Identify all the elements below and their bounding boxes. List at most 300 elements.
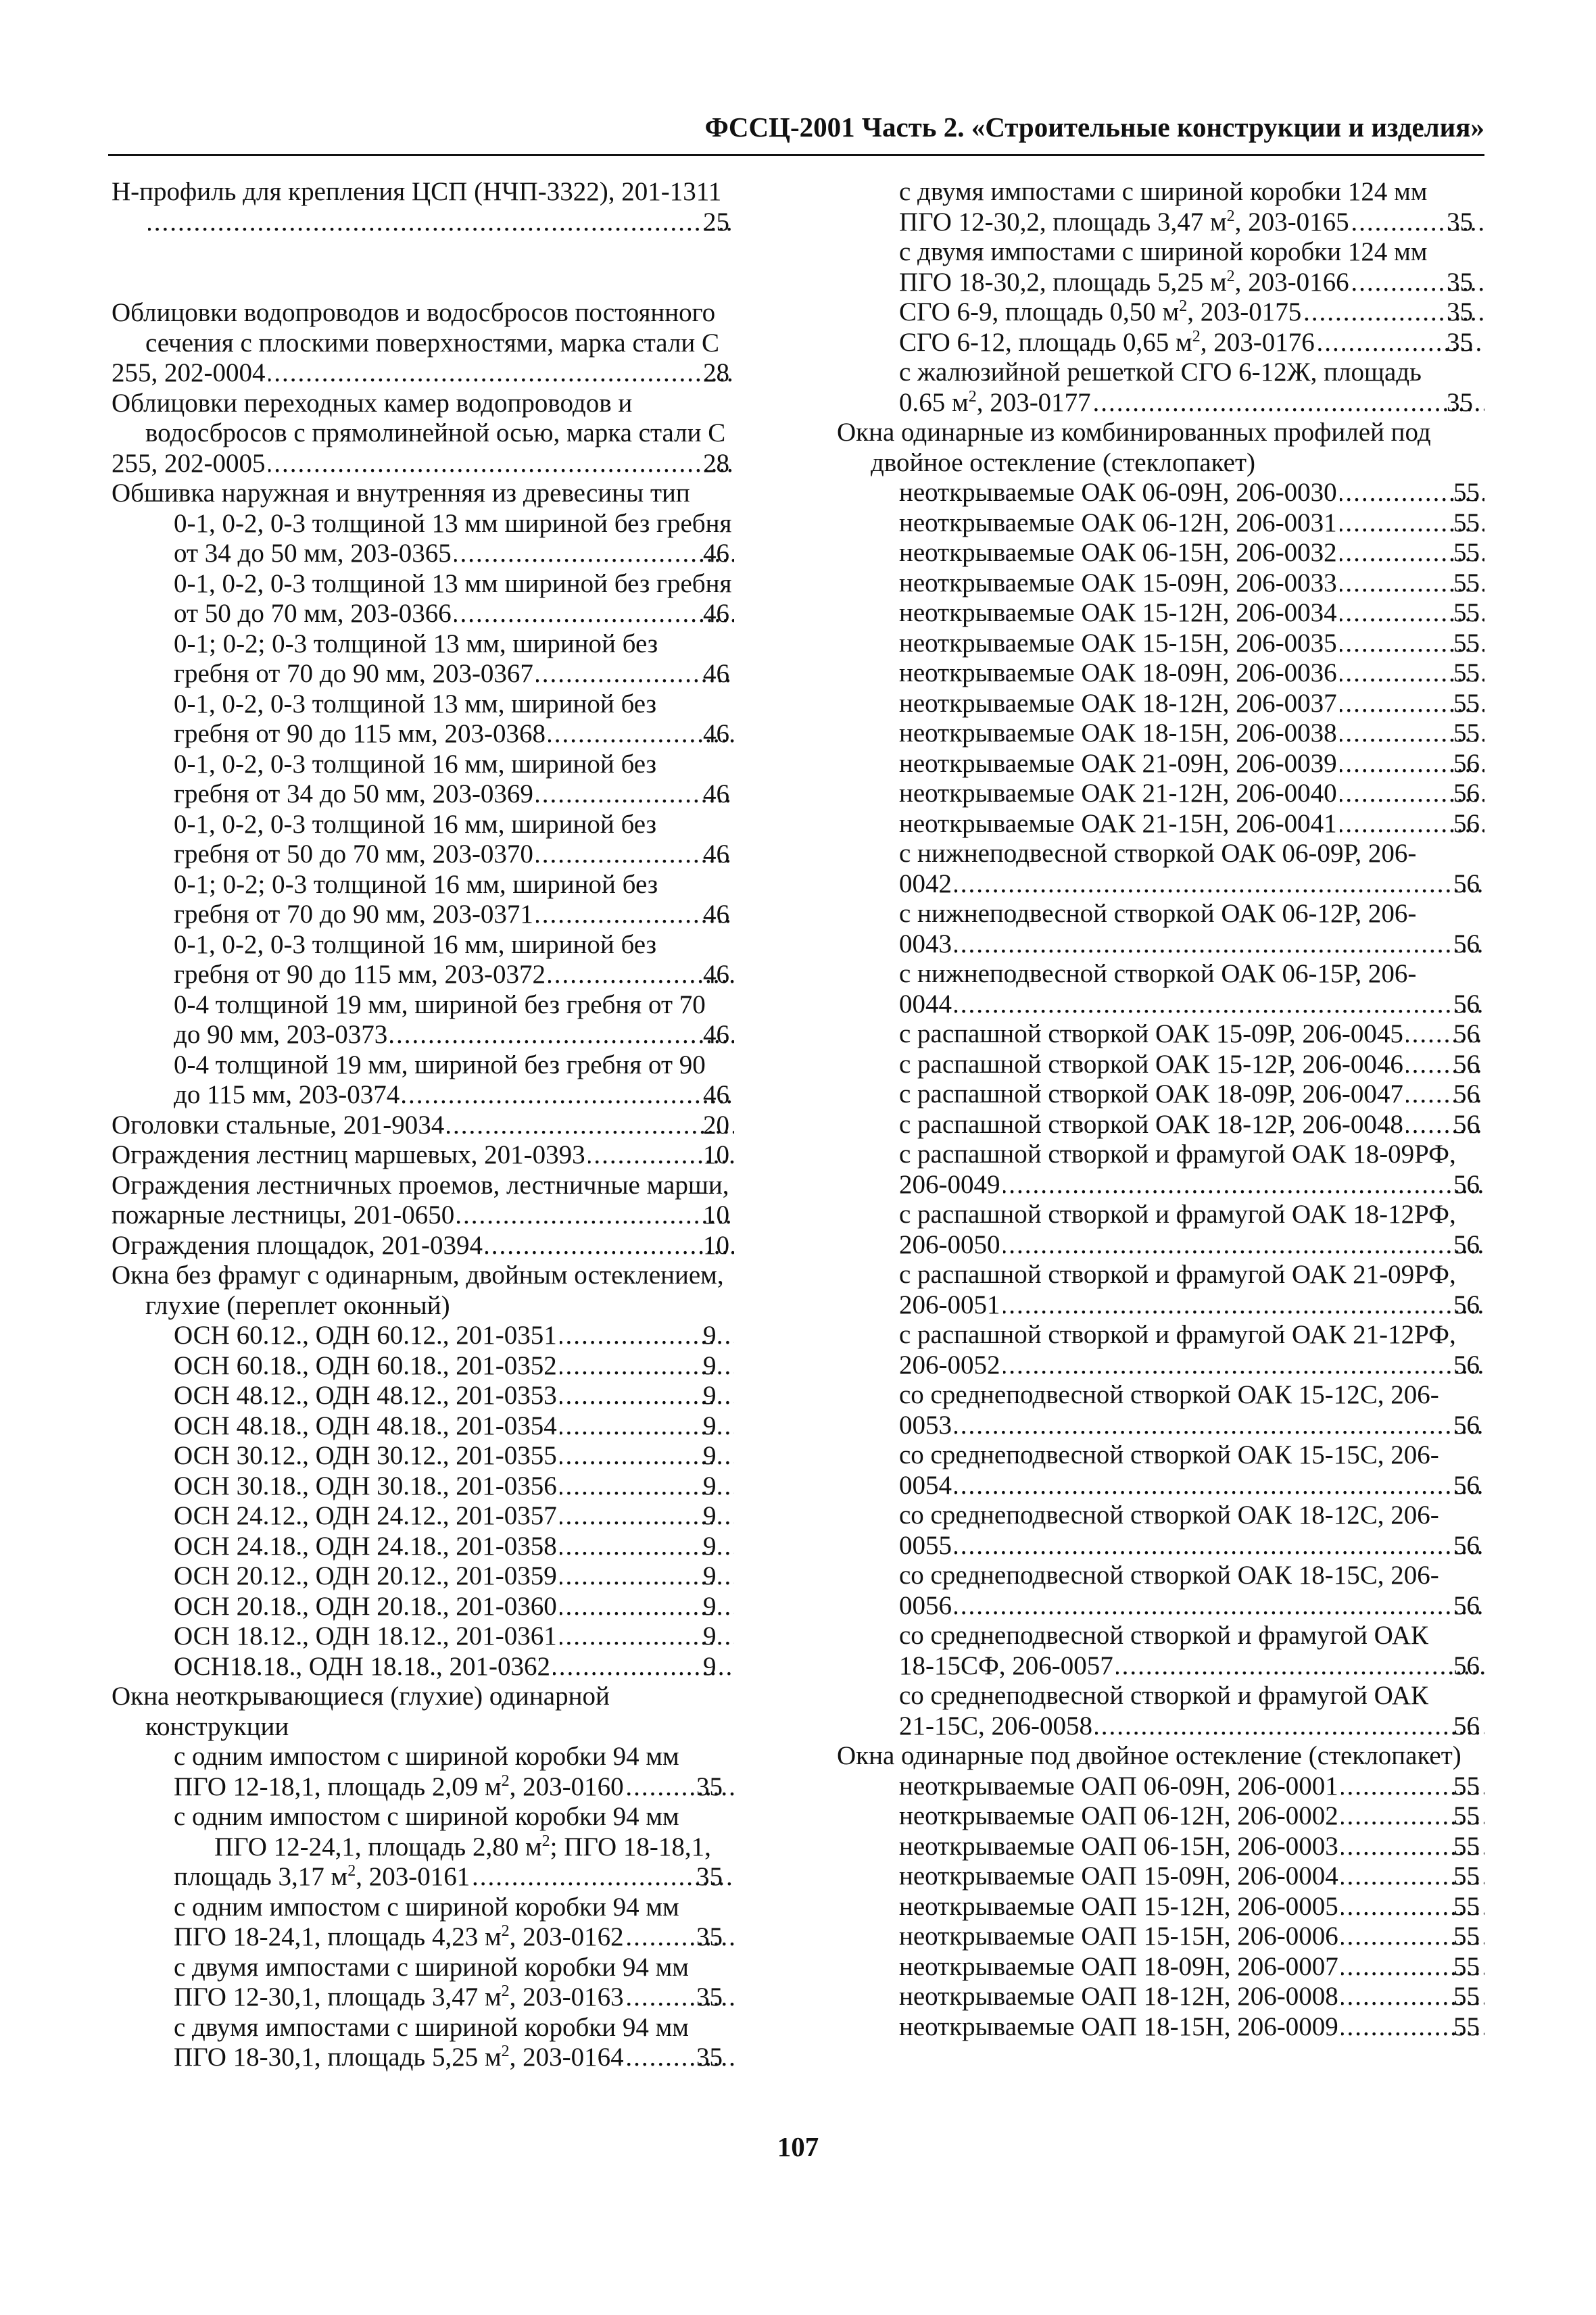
entry-text: [899, 718, 1487, 749]
entry-text: [174, 810, 737, 870]
entry-text: [174, 1381, 737, 1411]
entry-text: [174, 1501, 737, 1532]
entry-last-line: ОСН 18.12., ОДН 18.12., 201-0361 ..... 9: [208, 1622, 737, 1652]
index-entry: [112, 1682, 737, 1742]
entry-last-line: 18-15СФ, 206-0057 ..... 56: [933, 1651, 1487, 1682]
entry-tail-text: ОСН 24.12., ОДН 24.12., 201-0357: [174, 1501, 557, 1530]
entry-heading-text: со среднеподвесной створкой ОАК 15-15С, 206-: [899, 1440, 1439, 1469]
index-entry: [837, 1801, 1487, 1832]
index-entry: [837, 1501, 1487, 1561]
index-entry: [837, 237, 1487, 297]
index-entry: [112, 298, 737, 389]
entry-text: [112, 1171, 737, 1231]
index-entry: [112, 1622, 737, 1652]
entry-last-line: до 90 мм, 203-0373 ..... 46: [208, 1020, 737, 1050]
index-entry: [112, 1231, 737, 1261]
entry-heading-text: Н-профиль для крепления ЦСП (НЧП-3322), 201-1311: [112, 177, 722, 206]
index-entry: [837, 959, 1487, 1019]
entry-heading-text: с нижнеподвесной створкой ОАК 06-09Р, 206-: [899, 839, 1417, 868]
entry-text: [174, 1471, 737, 1502]
entry-text: [899, 1320, 1487, 1380]
entry-text: [174, 629, 737, 689]
index-column-right: [837, 177, 1487, 2042]
index-entry: [837, 779, 1487, 809]
entry-last-line: неоткрываемые ОАК 18-09Н, 206-0036 ..... 55: [933, 658, 1487, 689]
entry-last-line: пожарные лестницы, 201-0650 ..... 10: [145, 1200, 737, 1231]
entry-last-line: неоткрываемые ОАК 21-12Н, 206-0040 ..... 56: [933, 779, 1487, 809]
index-entry: [837, 809, 1487, 839]
entry-text: [112, 298, 737, 389]
entry-heading-text: с распашной створкой и фрамугой ОАК 21-12РФ,: [899, 1320, 1456, 1349]
entry-tail-text: неоткрываемые ОАП 18-09Н, 206-0007: [899, 1951, 1338, 1981]
entry-tail-text: ОСН18.18., ОДН 18.18., 201-0362: [174, 1651, 551, 1681]
entry-heading-text: 0-1, 0-2, 0-3 толщиной 13 мм шириной без гребня: [174, 508, 732, 538]
entry-text: [112, 479, 737, 509]
dot-leader: [1003, 1170, 1485, 1200]
entry-tail-text: неоткрываемые ОАК 06-12Н, 206-0031: [899, 508, 1337, 537]
entry-tail-text: 18-15СФ, 206-0057: [899, 1651, 1113, 1680]
entry-last-line: 21-15С, 206-0058 ..... 56: [933, 1711, 1487, 1742]
entry-tail-text: СГО 6-12, площадь 0,65 $м^2$, 203-0176: [899, 327, 1315, 357]
entry-heading-text: с распашной створкой и фрамугой ОАК 18-12РФ,: [899, 1200, 1456, 1229]
entry-last-line: до 115 мм, 203-0374 ..... 46: [208, 1080, 737, 1111]
entry-tail-text: ОСН 24.18., ОДН 24.18., 201-0358: [174, 1531, 557, 1561]
entry-last-line: ОСН 60.12., ОДН 60.12., 201-0351 ..... 9: [208, 1321, 737, 1351]
entry-tail-text: ОСН 60.18., ОДН 60.18., 201-0352: [174, 1350, 557, 1380]
entry-text: [174, 870, 737, 930]
entry-heading-text: с одним импостом с шириной коробки 94 мм: [174, 1742, 679, 1771]
entry-last-line: ПГО 18-30,1, площадь 5,25 $м^2$, 203-0164 ..... 35: [214, 2043, 737, 2073]
entry-tail-text: с распашной створкой ОАК 15-09Р, 206-0045: [899, 1019, 1403, 1048]
entry-text: [899, 779, 1487, 809]
entry-tail-text: 0043: [899, 929, 952, 958]
index-entry: [112, 1953, 737, 2013]
entry-text: [899, 1019, 1487, 1050]
entry-last-line: ПГО 12-18,1, площадь 2,09 $м^2$, 203-0160 ..... 35: [214, 1772, 737, 1803]
entry-last-line: 206-0050 ..... 56: [933, 1230, 1487, 1261]
dot-leader: [954, 929, 1484, 960]
entry-tail-text: гребня от 50 до 70 мм, 203-0370: [174, 839, 533, 869]
entry-text: [174, 1532, 737, 1562]
dot-leader: [954, 990, 1484, 1020]
entry-text: [899, 809, 1487, 839]
dot-leader: [954, 1591, 1484, 1622]
index-entry: [837, 1741, 1487, 1772]
entry-heading-text: с двумя импостами с шириной коробки 94 мм: [174, 2012, 689, 2042]
dot-leader: [268, 449, 735, 479]
entry-text: [899, 297, 1487, 328]
entry-heading-text: со среднеподвесной створкой и фрамугой ОАК: [899, 1681, 1429, 1710]
index-entry: [112, 2013, 737, 2073]
entry-tail-text: неоткрываемые ОАК 21-15Н, 206-0041: [899, 808, 1337, 838]
index-entry: [837, 1260, 1487, 1320]
entry-last-line: неоткрываемые ОАК 15-15Н, 206-0035 ..... 55: [933, 629, 1487, 659]
entry-text: [837, 418, 1487, 478]
entry-text: [899, 328, 1487, 358]
entry-tail-text: ОСН 48.12., ОДН 48.12., 201-0353: [174, 1381, 557, 1410]
index-entry: [112, 1321, 737, 1351]
entry-text: [899, 839, 1487, 899]
dot-leader: [457, 1200, 734, 1231]
dot-leader: [1095, 1711, 1484, 1742]
entry-last-line: неоткрываемые ОАП 18-15Н, 206-0009 ..... 55: [933, 2012, 1487, 2043]
entry-text: [899, 658, 1487, 689]
entry-tail-text: ОСН 30.18., ОДН 30.18., 201-0356: [174, 1471, 557, 1501]
entry-heading-text: 0-1, 0-2, 0-3 толщиной 16 мм, шириной без: [174, 929, 656, 959]
entry-text: [899, 508, 1487, 539]
index-entry: [112, 810, 737, 870]
entry-heading-text: Обшивка наружная и внутренняя из древесины тип: [112, 479, 690, 508]
entry-text: [899, 177, 1487, 237]
entry-text: [899, 1982, 1487, 2012]
entry-tail-text: от 50 до 70 мм, 203-0366: [174, 599, 452, 628]
index-entry: [112, 509, 737, 569]
entry-tail-text: ОСН 60.12., ОДН 60.12., 201-0351: [174, 1321, 557, 1350]
entry-text: [112, 1682, 737, 1742]
entry-heading-text: Окна одинарные под двойное остекление (стеклопакет): [837, 1741, 1461, 1770]
dot-leader: [402, 1080, 734, 1111]
entry-tail-text: 0053: [899, 1410, 952, 1440]
entry-text: [899, 1380, 1487, 1440]
entry-tail-text: Ограждения площадок, 201-0394: [112, 1230, 483, 1260]
entry-heading-text: с распашной створкой и фрамугой ОАК 18-09РФ,: [899, 1140, 1456, 1169]
entry-tail-text: неоткрываемые ОАП 06-15Н, 206-0003: [899, 1831, 1338, 1861]
entry-text: [112, 177, 737, 237]
entry-text: [174, 1652, 737, 1682]
entry-text: [899, 899, 1487, 959]
entry-tail-text: пожарные лестницы, 201-0650: [112, 1200, 455, 1229]
index-entry: [837, 1832, 1487, 1862]
entry-text: [837, 1741, 1487, 1772]
index-entry: [837, 839, 1487, 899]
index-entry: [837, 358, 1487, 418]
index-entry: [112, 990, 737, 1050]
entry-last-line: неоткрываемые ОАП 06-12Н, 206-0002 ..... 55: [933, 1801, 1487, 1832]
index-entry: [837, 328, 1487, 358]
dot-leader: [148, 208, 734, 238]
entry-tail-text: гребня от 90 до 115 мм, 203-0368: [174, 719, 546, 748]
entry-last-line: неоткрываемые ОАП 15-15Н, 206-0006 ..... 55: [933, 1922, 1487, 1952]
index-entry: [112, 629, 737, 689]
entry-last-line: ОСН 30.12., ОДН 30.12., 201-0355 ..... 9: [208, 1441, 737, 1471]
entry-tail-text: неоткрываемые ОАК 15-15Н, 206-0035: [899, 628, 1337, 658]
entry-last-line: ПГО 18-30,2, площадь 5,25 $м^2$, 203-0166 ..... 35: [940, 268, 1487, 298]
entry-heading-text: с жалюзийной решеткой СГО 6-12Ж, площадь: [899, 358, 1422, 387]
entry-last-line: неоткрываемые ОАК 18-12Н, 206-0037 ..... 55: [933, 689, 1487, 719]
index-entry: [112, 1261, 737, 1321]
index-entry: [112, 750, 737, 810]
index-entry: [837, 658, 1487, 689]
entry-heading-text: с двумя импостами с шириной коробки 94 мм: [174, 1952, 689, 1982]
index-entry: [112, 1111, 737, 1141]
entry-last-line: неоткрываемые ОАП 06-09Н, 206-0001 ..... 55: [933, 1772, 1487, 1802]
entry-text: [174, 2013, 737, 2073]
entry-text: [899, 1561, 1487, 1621]
entry-text: [899, 358, 1487, 418]
entry-heading-text: с одним импостом с шириной коробки 94 мм: [174, 1892, 679, 1922]
entry-last-line: неоткрываемые ОАК 06-12Н, 206-0031 ..... 55: [933, 508, 1487, 539]
entry-tail-text: неоткрываемые ОАП 18-15Н, 206-0009: [899, 2012, 1338, 2041]
dot-leader: [485, 1231, 734, 1261]
entry-tail-text: неоткрываемые ОАК 18-15Н, 206-0038: [899, 718, 1337, 748]
index-entry: [112, 1140, 737, 1171]
dot-leader: [954, 1471, 1484, 1501]
entry-tail-text: до 115 мм, 203-0374: [174, 1080, 400, 1109]
entry-last-line: гребня от 90 до 115 мм, 203-0372 ..... 46: [208, 960, 737, 990]
index-entry: [112, 1381, 737, 1411]
index-entry: [112, 1532, 737, 1562]
entry-text: [899, 1260, 1487, 1320]
entry-last-line: неоткрываемые ОАП 15-09Н, 206-0004 ..... 55: [933, 1861, 1487, 1892]
index-entry: [837, 1380, 1487, 1440]
index-entry: [112, 1351, 737, 1382]
entry-last-line: неоткрываемые ОАК 15-09Н, 206-0033 ..... 55: [933, 568, 1487, 599]
entry-text: [112, 1231, 737, 1261]
entry-last-line: гребня от 70 до 90 мм, 203-0367 ..... 46: [208, 659, 737, 689]
entry-spacer: [112, 237, 737, 298]
entry-last-line: 0055 ..... 56: [933, 1531, 1487, 1561]
entry-last-line: 0053 ..... 56: [933, 1411, 1487, 1441]
index-entry: [112, 479, 737, 509]
entry-text: [899, 1861, 1487, 1892]
entry-last-line: неоткрываемые ОАК 06-09Н, 206-0030 ..... 55: [933, 478, 1487, 508]
index-entry: [837, 1440, 1487, 1501]
entry-tail-text: 0055: [899, 1530, 952, 1560]
entry-tail-text: 206-0052: [899, 1350, 1000, 1380]
entry-last-line: ОСН 30.18., ОДН 30.18., 201-0356 ..... 9: [208, 1471, 737, 1502]
entry-tail-text: 0042: [899, 869, 952, 898]
entry-text: [899, 1892, 1487, 1922]
entry-last-line: 255, 202-0004 ..... 28: [145, 358, 737, 389]
entry-heading-text: со среднеподвесной створкой ОАК 18-15С, 206-: [899, 1561, 1439, 1590]
entry-heading-text: Окна без фрамуг с одинарным, двойным остеклением, глухие (переплет оконный): [112, 1261, 724, 1320]
index-entry: [112, 930, 737, 990]
entry-last-line: ..... 25: [145, 208, 737, 238]
index-entry: [112, 389, 737, 479]
entry-tail-text: неоткрываемые ОАП 15-09Н, 206-0004: [899, 1861, 1338, 1891]
entry-text: [899, 1501, 1487, 1561]
index-entry: [837, 508, 1487, 539]
entry-heading-text: 0-4 толщиной 19 мм, шириной без гребня от 70: [174, 990, 706, 1019]
entry-heading-text: 0-1, 0-2, 0-3 толщиной 16 мм, шириной без: [174, 749, 656, 779]
entry-last-line: 0054 ..... 56: [933, 1471, 1487, 1501]
entry-heading-text: Облицовки переходных камер водопроводов и водосбросов с прямолинейной осью, марка стали С: [112, 388, 726, 447]
index-entry: [112, 177, 737, 237]
entry-heading-text: со среднеподвесной створкой ОАК 15-12С, 206-: [899, 1380, 1439, 1409]
entry-last-line: 0043 ..... 56: [933, 929, 1487, 960]
entry-tail-text: ОСН 48.18., ОДН 48.18., 201-0354: [174, 1411, 557, 1440]
entry-last-line: ОСН 24.18., ОДН 24.18., 201-0358 ..... 9: [208, 1532, 737, 1562]
header-title: ФССЦ-2001 Часть 2. «Строительные конструкции и изделия»: [704, 112, 1484, 143]
index-entry: [837, 1681, 1487, 1741]
dot-leader: [473, 1862, 734, 1893]
entry-last-line: неоткрываемые ОАК 21-15Н, 206-0041 ..... 56: [933, 809, 1487, 839]
index-entry: [837, 418, 1487, 478]
entry-tail-text: ПГО 18-30,2, площадь 5,25 $м^2$, 203-0166: [899, 267, 1349, 297]
entry-tail-text: неоткрываемые ОАП 15-15Н, 206-0006: [899, 1922, 1338, 1951]
dot-leader: [1003, 1230, 1485, 1261]
entry-text: [112, 389, 737, 479]
index-entry: [837, 2012, 1487, 2043]
entry-tail-text: неоткрываемые ОАП 06-12Н, 206-0002: [899, 1801, 1338, 1830]
index-entry: [837, 1140, 1487, 1200]
entry-last-line: Ограждения площадок, 201-0394 ..... 10: [145, 1231, 737, 1261]
entry-tail-text: ПГО 18-30,1, площадь 5,25 $м^2$, 203-0164: [174, 2043, 624, 2072]
index-entry: [837, 1019, 1487, 1050]
entry-tail-text: неоткрываемые ОАП 15-12Н, 206-0005: [899, 1891, 1338, 1921]
index-entry: [837, 1892, 1487, 1922]
index-entry: [837, 177, 1487, 237]
entry-text: [899, 538, 1487, 568]
entry-last-line: с распашной створкой ОАК 18-09Р, 206-0047 ..... 56: [933, 1079, 1487, 1110]
entry-last-line: ОСН 48.18., ОДН 48.18., 201-0354 ..... 9: [208, 1411, 737, 1442]
entry-last-line: ОСН 48.12., ОДН 48.12., 201-0353 ..... 9: [208, 1381, 737, 1411]
entry-tail-text: Ограждения лестниц маршевых, 201-0393: [112, 1140, 585, 1169]
entry-tail-text: 0056: [899, 1590, 952, 1620]
entry-text: [899, 629, 1487, 659]
entry-last-line: 0042 ..... 56: [933, 869, 1487, 900]
entry-tail-text: неоткрываемые ОАП 06-09Н, 206-0001: [899, 1771, 1338, 1801]
entry-last-line: ОСН 24.12., ОДН 24.12., 201-0357 ..... 9: [208, 1501, 737, 1532]
index-entry: [112, 1802, 737, 1893]
entry-last-line: 206-0052 ..... 56: [933, 1350, 1487, 1381]
entry-tail-text: 0.65 $м^2$, 203-0177: [899, 387, 1091, 417]
entry-heading-text: 0-1; 0-2; 0-3 толщиной 16 мм, шириной без: [174, 869, 658, 899]
entry-last-line: ОСН 20.18., ОДН 20.18., 201-0360 ..... 9: [208, 1592, 737, 1622]
entry-last-line: гребня от 34 до 50 мм, 203-0369 ..... 46: [208, 779, 737, 810]
entry-heading-text: Облицовки водопроводов и водосбросов постоянного сечения с плоскими поверхностями, марка стали С: [112, 298, 720, 358]
entry-tail-text: неоткрываемые ОАК 15-12Н, 206-0034: [899, 598, 1337, 627]
entry-tail-text: с распашной створкой ОАК 15-12Р, 206-0046: [899, 1049, 1403, 1079]
entry-last-line: Оголовки стальные, 201-9034 ..... 20: [145, 1111, 737, 1141]
dot-leader: [954, 1531, 1484, 1561]
index-entry: [112, 1893, 737, 1953]
entry-last-line: с распашной створкой ОАК 18-12Р, 206-0048 ..... 56: [933, 1110, 1487, 1140]
index-entry: [112, 1171, 737, 1231]
index-entry: [112, 1050, 737, 1111]
entry-tail-text: площадь 3,17 $м^2$, 203-0161: [174, 1862, 470, 1891]
entry-last-line: неоткрываемые ОАК 06-15Н, 206-0032 ..... 55: [933, 538, 1487, 568]
index-entry: [112, 1501, 737, 1532]
entry-tail-text: гребня от 70 до 90 мм, 203-0367: [174, 659, 533, 688]
entry-heading-text: 0-4 толщиной 19 мм, шириной без гребня от 90: [174, 1050, 706, 1079]
dot-leader: [447, 1111, 734, 1141]
entry-tail-text: от 34 до 50 мм, 203-0365: [174, 539, 452, 568]
dot-leader: [454, 539, 734, 569]
entry-text: [899, 1922, 1487, 1952]
dot-leader: [1003, 1350, 1485, 1381]
entry-tail-text: ПГО 18-24,1, площадь 4,23 $м^2$, 203-0162: [174, 1922, 624, 1951]
entry-heading-text: с нижнеподвесной створкой ОАК 06-12Р, 206-: [899, 899, 1417, 928]
entry-text: [174, 1622, 737, 1652]
page-number: 107: [777, 2131, 819, 2162]
entry-tail-text: 255, 202-0004: [112, 358, 266, 387]
entry-last-line: СГО 6-12, площадь 0,65 $м^2$, 203-0176 ..... 35: [940, 328, 1487, 358]
entry-tail-text: ПГО 12-30,2, площадь 3,47 $м^2$, 203-0165: [899, 207, 1349, 237]
entry-tail-text: гребня от 70 до 90 мм, 203-0371: [174, 900, 533, 929]
index-entry: [837, 1922, 1487, 1952]
index-entry: [112, 870, 737, 930]
entry-last-line: ОСН 60.18., ОДН 60.18., 201-0352 ..... 9: [208, 1351, 737, 1382]
index-entry: [837, 1561, 1487, 1621]
dot-leader: [954, 1411, 1484, 1441]
index-entry: [837, 1772, 1487, 1802]
entry-last-line: гребня от 70 до 90 мм, 203-0371 ..... 46: [208, 900, 737, 930]
entry-tail-text: 206-0050: [899, 1229, 1000, 1259]
entry-tail-text: неоткрываемые ОАК 21-09Н, 206-0039: [899, 748, 1337, 778]
entry-text: [174, 1411, 737, 1442]
entry-heading-text: со среднеподвесной створкой и фрамугой ОАК: [899, 1621, 1429, 1650]
entry-tail-text: ПГО 12-30,1, площадь 3,47 $м^2$, 203-0163: [174, 1982, 624, 2012]
index-entry: [112, 1742, 737, 1802]
dot-leader: [954, 869, 1484, 900]
entry-text: [899, 478, 1487, 508]
index-entry: [112, 1652, 737, 1682]
entry-tail-text: с распашной створкой ОАК 18-12Р, 206-0048: [899, 1109, 1403, 1139]
entry-last-line: неоткрываемые ОАК 18-15Н, 206-0038 ..... 55: [933, 718, 1487, 749]
entry-text: [174, 750, 737, 810]
entry-heading-text: 0-1, 0-2, 0-3 толщиной 13 мм шириной без гребня: [174, 568, 732, 598]
running-header: [108, 107, 1484, 156]
entry-heading-text: 0-1, 0-2, 0-3 толщиной 13 мм, шириной без: [174, 689, 656, 718]
entry-text: [899, 1200, 1487, 1260]
index-entry: [837, 689, 1487, 719]
entry-text: [174, 1802, 737, 1893]
entry-heading-text: 0-1, 0-2, 0-3 толщиной 16 мм, шириной без: [174, 809, 656, 839]
entry-text: [112, 1261, 737, 1321]
dot-leader: [390, 1020, 734, 1050]
entry-text: [899, 568, 1487, 599]
entry-tail-text: ОСН 30.12., ОДН 30.12., 201-0355: [174, 1441, 557, 1470]
entry-tail-text: неоткрываемые ОАК 06-09Н, 206-0030: [899, 478, 1337, 507]
entry-last-line: от 50 до 70 мм, 203-0366 ..... 46: [208, 599, 737, 629]
entry-last-line: 206-0049 ..... 56: [933, 1170, 1487, 1200]
entry-text: [899, 689, 1487, 719]
entry-tail-text: гребня от 34 до 50 мм, 203-0369: [174, 779, 533, 808]
entry-tail-text: ОСН 20.18., ОДН 20.18., 201-0360: [174, 1591, 557, 1621]
entry-tail-text: 255, 202-0005: [112, 448, 266, 478]
entry-heading-text: с одним импостом с шириной коробки 94 мм ПГО 12-24,1, площадь 2,80 $м^2$; ПГО 18-18,1,: [174, 1802, 711, 1861]
entry-last-line: 206-0051 ..... 56: [933, 1290, 1487, 1321]
entry-tail-text: гребня от 90 до 115 мм, 203-0372: [174, 960, 546, 989]
entry-text: [174, 1561, 737, 1592]
entry-text: [899, 1681, 1487, 1741]
index-entry: [837, 1621, 1487, 1681]
entry-tail-text: неоткрываемые ОАК 18-09Н, 206-0036: [899, 658, 1337, 687]
index-entry: [837, 1079, 1487, 1110]
entry-text: [899, 1772, 1487, 1802]
entry-last-line: ПГО 12-30,1, площадь 3,47 $м^2$, 203-0163 ..... 35: [214, 1982, 737, 2013]
entry-heading-text: с нижнеподвесной створкой ОАК 06-15Р, 206-: [899, 959, 1417, 988]
dot-leader: [1003, 1290, 1485, 1321]
entry-text: [899, 749, 1487, 779]
index-entry: [837, 1110, 1487, 1140]
entry-heading-text: с двумя импостами с шириной коробки 124 мм: [899, 237, 1428, 266]
entry-heading-text: с распашной створкой и фрамугой ОАК 21-09РФ,: [899, 1260, 1456, 1289]
entry-text: [174, 990, 737, 1050]
entry-text: [899, 1079, 1487, 1110]
dot-leader: [1094, 388, 1484, 418]
entry-last-line: неоткрываемые ОАП 15-12Н, 206-0005 ..... 55: [933, 1892, 1487, 1922]
entry-text: [174, 569, 737, 629]
entry-last-line: площадь 3,17 $м^2$, 203-0161 ..... 35: [214, 1862, 737, 1893]
entry-tail-text: неоткрываемые ОАК 06-15Н, 206-0032: [899, 538, 1337, 567]
entry-tail-text: Оголовки стальные, 201-9034: [112, 1110, 445, 1140]
entry-last-line: ПГО 18-24,1, площадь 4,23 $м^2$, 203-0162 ..... 35: [214, 1922, 737, 1953]
index-column-left: [112, 177, 737, 2073]
entry-tail-text: 21-15С, 206-0058: [899, 1711, 1092, 1740]
entry-tail-text: до 90 мм, 203-0373: [174, 1020, 388, 1049]
